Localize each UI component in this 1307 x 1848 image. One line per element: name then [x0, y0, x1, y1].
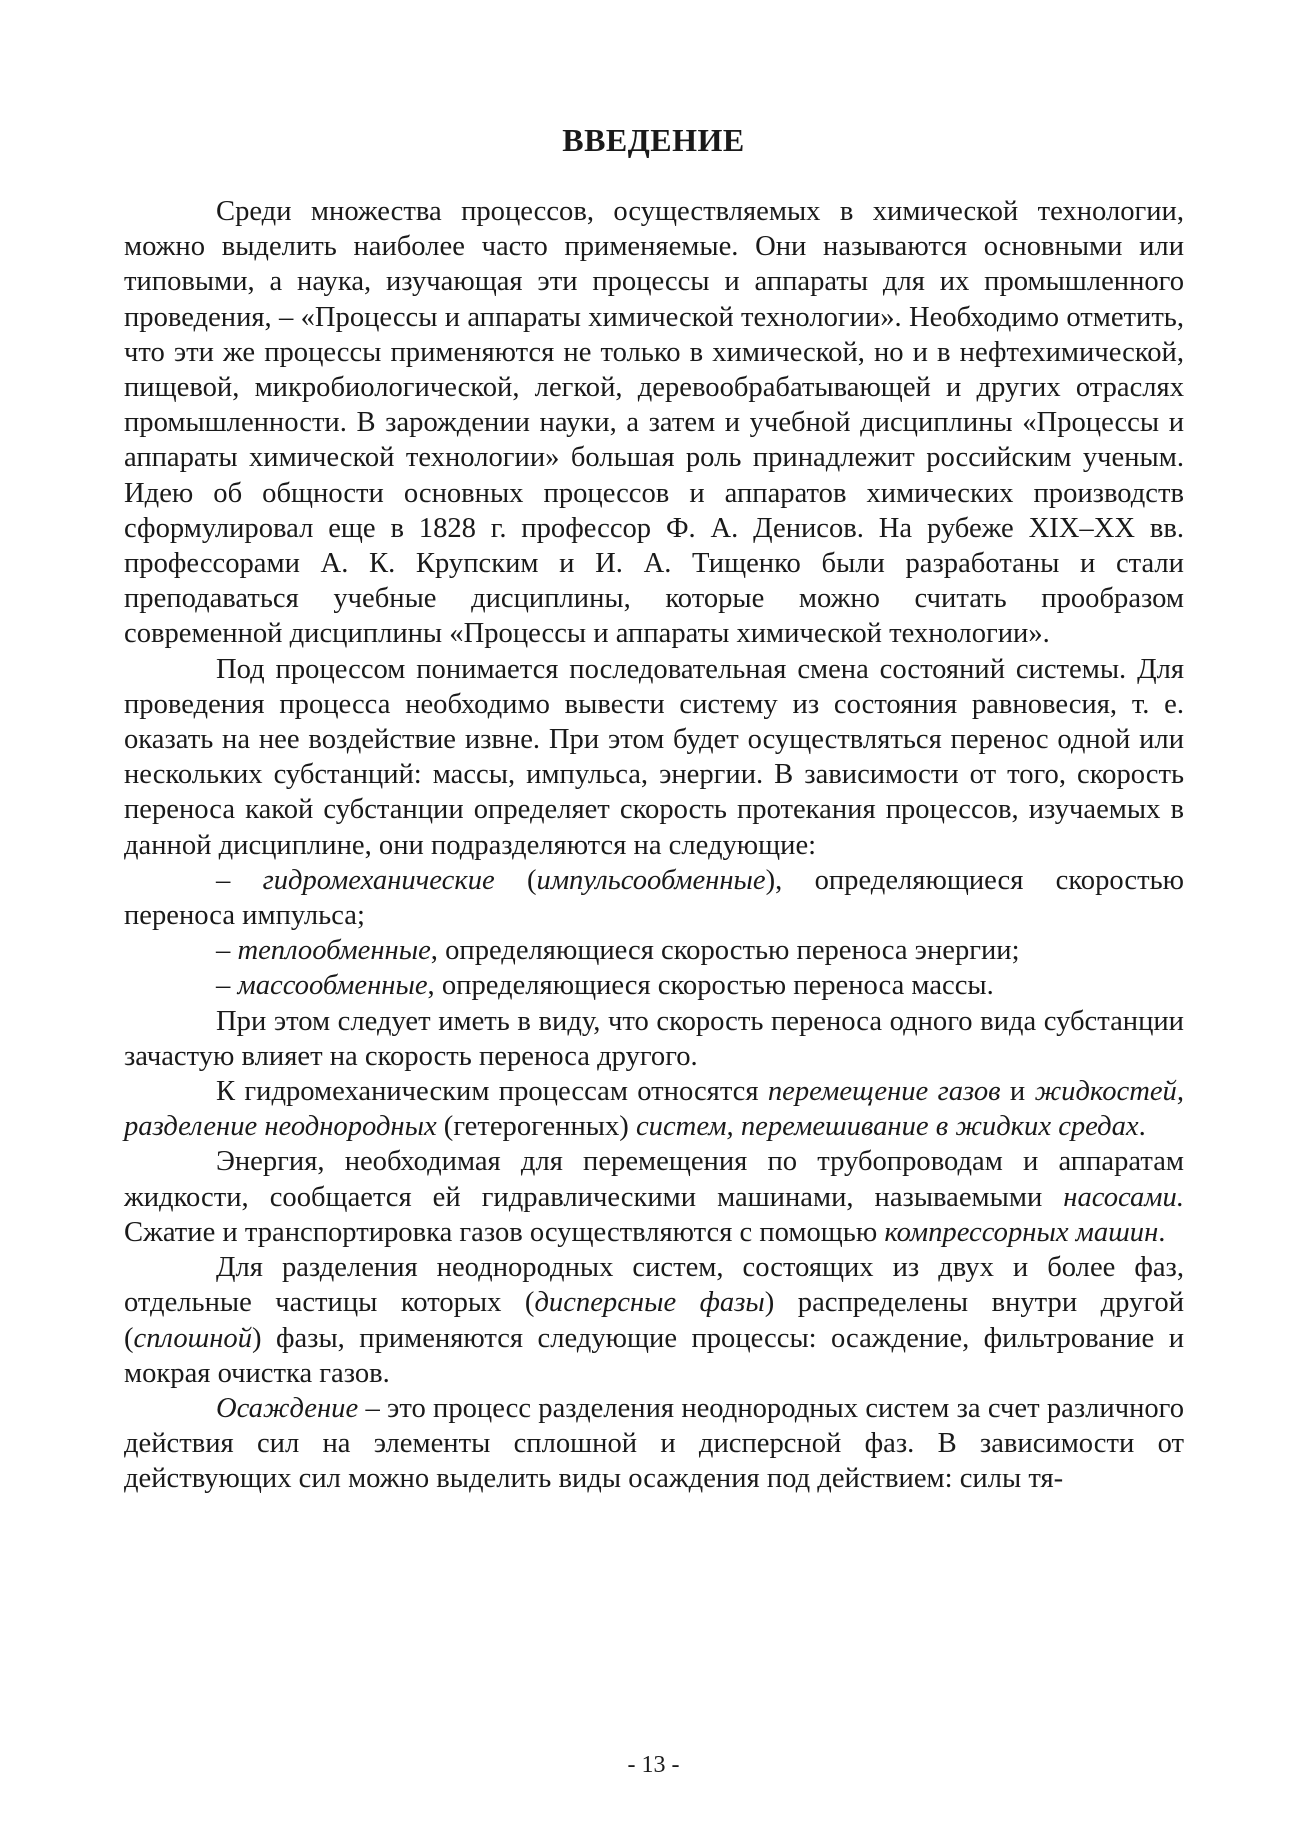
list-dash: –	[216, 935, 238, 967]
text-span: и	[1000, 1076, 1035, 1108]
term-italic: жидкостей	[1034, 1076, 1177, 1108]
paragraph-intro: Среди множества процессов, осуществляемых в химической технологии, можно выделить наиболее часто применяемые. Они называются основными или типовыми, а наука, изучающая эти процессы и аппараты для их промышленного проведения, – «Процессы и аппараты химической технологии». Необходимо отметить, что эти же процессы применяются не только в химической, но и в нефтехимической, пищевой, микробиологической, легкой, деревообрабатывающей и других отраслях промышленности. В зарождении науки, а затем и учебной дисциплины «Процессы и аппараты химической технологии» большая роль принадлежит российским ученым. Идею об общности основных процессов и аппаратов химических производств сформулировал еще в 1828 г. профессор Ф. А. Денисов. На рубеже XIX–XX вв. профессорами А. К. Крупским и И. А. Тищенко были разработаны и стали преподаваться учебные дисциплины, которые можно считать прообразом современной дисциплины «Процессы и аппараты химической технологии».	[124, 196, 1184, 650]
paragraph-transfer-note: При этом следует иметь в виду, что скорость переноса одного вида субстанции зачастую влияет на скорость переноса другого.	[124, 1005, 1184, 1072]
body-text	[124, 194, 1184, 1497]
text-span: ) фазы, применяются следующие процессы: осаждение, фильтрование и мокрая очистка газов.	[124, 1322, 1184, 1389]
list-item-heat-exchange	[124, 933, 1184, 968]
paragraph-process-definition: Под процессом понимается последовательная смена состояний системы. Для проведения процесса необходимо вывести систему из состояния равновесия, т. е. оказать на нее воздействие извне. При этом будет осуществляться перенос одной или нескольких субстанций: массы, импульса, энергии. В зависимости от того, скорость переноса какой субстанции определяет скорость протекания процессов, изучаемых в данной дисциплине, они подразделяются на следующие:	[124, 653, 1184, 861]
list-dash: –	[216, 970, 238, 1002]
text-span: Сжатие и транспортировка газов осуществляются с помощью	[124, 1216, 885, 1248]
term-italic: разделение неоднородных	[124, 1111, 437, 1143]
page-title: ВВЕДЕНИЕ	[562, 122, 745, 158]
list-item-hydromechanical	[124, 863, 1184, 933]
term-italic: теплообменные	[237, 935, 431, 967]
text-span: Энергия, необходимая для перемещения по трубопроводам и аппаратам жидкости, сообщается ей гидравлическими машинами, называемыми	[124, 1146, 1184, 1213]
term-italic: компрессорных машин	[884, 1216, 1159, 1248]
text-span: .	[1158, 1216, 1166, 1248]
paragraph-pumps	[124, 1144, 1184, 1250]
text-span: Для разделения неоднородных систем, состоящих из двух и более фаз, отдельные частицы которых (	[124, 1252, 1184, 1319]
term-italic: импульсообменные	[536, 864, 766, 896]
term-italic: ,	[1176, 1076, 1184, 1108]
term-italic: массообменные	[237, 970, 428, 1002]
list-dash: –	[216, 864, 263, 896]
text-span: , определяющиеся скоростью переноса массы.	[427, 970, 994, 1002]
text-span: .	[1138, 1111, 1146, 1143]
term-italic: гидромеханические	[262, 864, 495, 896]
text-span: ) распределены внутри другой (	[124, 1287, 1185, 1354]
paragraph-hydromechanical	[124, 1074, 1184, 1144]
page-number: - 13 -	[627, 1752, 680, 1778]
text-span: ), определяющиеся скоростью переноса импульса;	[124, 864, 1185, 932]
term-italic: Осаждение	[216, 1392, 359, 1424]
text-span: – это процесс разделения неоднородных систем за счет различного действия сил на элементы сплошной и дисперсной фаз. В зависимости от действующих сил можно выделить виды осаждения под действием: силы тя-	[124, 1392, 1184, 1495]
term-italic: сплошной	[133, 1322, 252, 1354]
paragraph-separation	[124, 1250, 1184, 1391]
list-item-mass-exchange	[124, 968, 1184, 1003]
paragraph-sedimentation	[124, 1391, 1184, 1497]
term-italic: перемещение газов	[767, 1076, 1001, 1108]
text-span: (	[494, 864, 537, 896]
term-italic: насосами.	[1063, 1181, 1184, 1213]
text-span: К гидромеханическим процессам относятся	[216, 1076, 768, 1108]
text-span: , определяющиеся скоростью переноса энергии;	[430, 935, 1020, 967]
term-italic: систем, перемешивание в жидких средах	[635, 1111, 1139, 1143]
text-span: (гетерогенных)	[436, 1111, 636, 1143]
term-italic: дисперсные фазы	[534, 1287, 765, 1319]
